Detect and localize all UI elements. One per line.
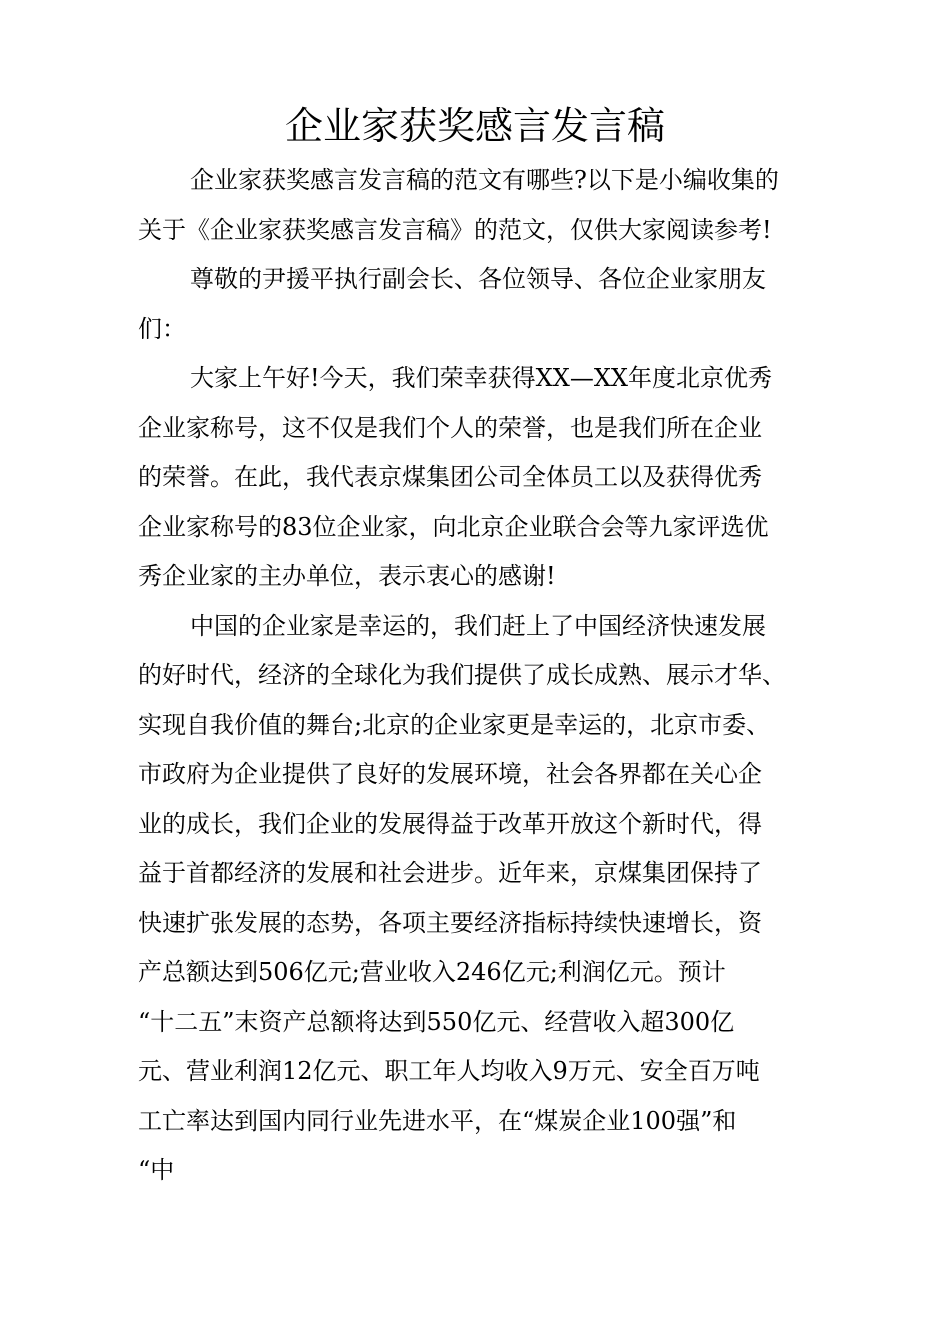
text-line: 实现自我价值的舞台;北京的企业家更是幸运的，北京市委、	[138, 710, 771, 739]
paragraph-intro	[138, 156, 818, 255]
paragraph-main	[138, 602, 818, 1196]
document-title: 企业家获奖感言发言稿	[284, 104, 665, 148]
text-line: 的荣誉。在此，我代表京煤集团公司全体员工以及获得优秀	[138, 463, 762, 491]
paragraph-greeting	[138, 354, 818, 602]
text-line: “中	[138, 1156, 175, 1184]
text-line: 的好时代，经济的全球化为我们提供了成长成熟、展示才华、	[138, 661, 786, 689]
text-line: 产总额达到506亿元;营业收入246亿元;利润亿元。预计	[138, 958, 726, 986]
text-line: 尊敬的尹援平执行副会长、各位领导、各位企业家朋友	[190, 265, 766, 293]
text-line: 元、营业利润12亿元、职工年人均收入9万元、安全百万吨	[138, 1057, 760, 1085]
text-line: 大家上午好!今天，我们荣幸获得XX—XX年度北京优秀	[190, 364, 772, 392]
text-line: 企业家称号的83位企业家，向北京企业联合会等九家评选优	[138, 512, 769, 541]
text-line: 们：	[138, 314, 186, 343]
text-line: 秀企业家的主办单位，表示衷心的感谢!	[138, 562, 556, 590]
paragraph-salutation	[138, 255, 818, 354]
text-line: 工亡率达到国内同行业先进水平，在“煤炭企业100强”和	[138, 1106, 737, 1135]
text-line: 企业家称号，这不仅是我们个人的荣誉，也是我们所在企业	[138, 413, 762, 442]
text-line: “十二五”末资产总额将达到550亿元、经营收入超300亿	[138, 1007, 735, 1036]
text-line: 业的成长，我们企业的发展得益于改革开放这个新时代，得	[138, 809, 762, 838]
text-line: 益于首都经济的发展和社会进步。近年来，京煤集团保持了	[138, 859, 762, 887]
document-body	[138, 156, 818, 1196]
text-line: 关于《企业家获奖感言发言稿》的范文，仅供大家阅读参考!	[138, 215, 772, 244]
text-line: 中国的企业家是幸运的，我们赶上了中国经济快速发展	[190, 611, 766, 640]
text-line: 市政府为企业提供了良好的发展环境，社会各界都在关心企	[138, 760, 762, 788]
text-line: 企业家获奖感言发言稿的范文有哪些?以下是小编收集的	[190, 166, 779, 194]
text-line: 快速扩张发展的态势，各项主要经济指标持续快速增长，资	[138, 908, 762, 937]
